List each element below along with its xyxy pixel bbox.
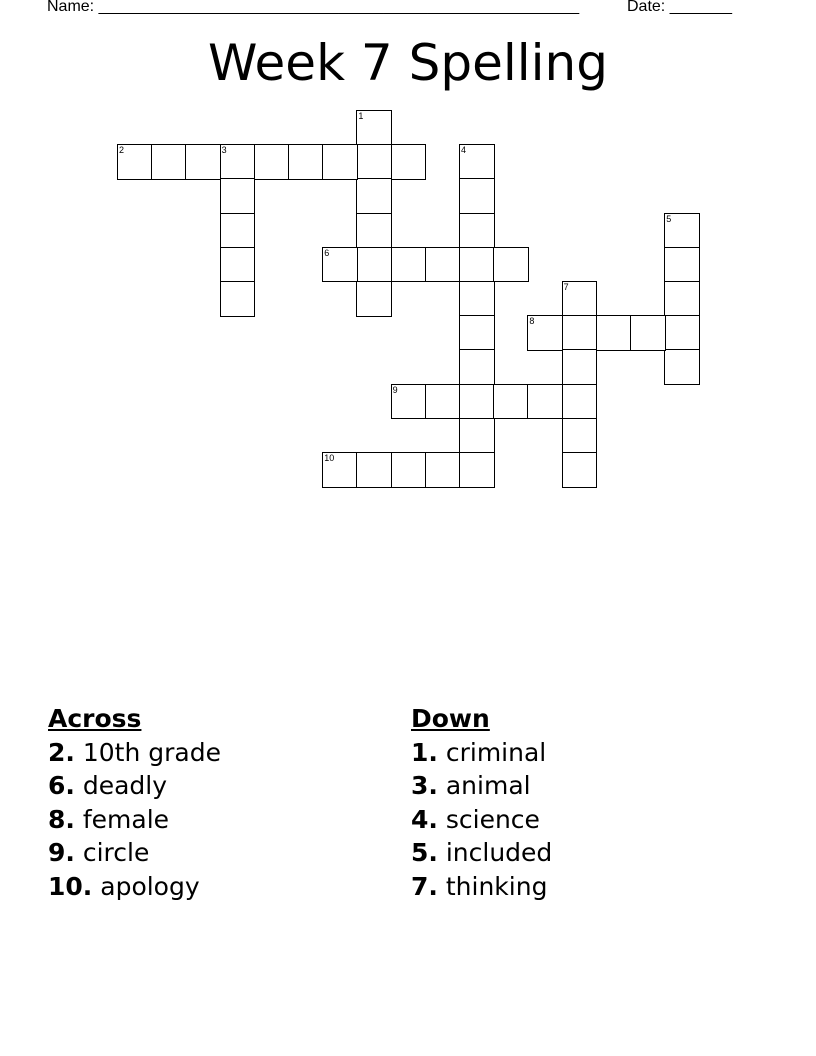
crossword-cell[interactable] [459, 281, 495, 317]
crossword-cell[interactable] [562, 315, 598, 351]
cell-number: 1 [358, 111, 364, 121]
crossword-cell[interactable] [664, 213, 700, 249]
clue-text: 10th grade [82, 737, 221, 767]
cell-number: 4 [461, 145, 467, 156]
clue-number: 10. [48, 871, 93, 901]
clue-number: 3. [411, 771, 438, 800]
crossword-cell[interactable] [459, 349, 495, 385]
crossword-cell[interactable] [220, 213, 256, 249]
crossword-cell[interactable] [220, 247, 256, 283]
cell-number: 3 [221, 145, 227, 156]
crossword-cell[interactable] [664, 281, 700, 317]
crossword-cell[interactable] [322, 247, 358, 283]
clue-item [48, 803, 221, 837]
crossword-cell[interactable] [356, 452, 392, 488]
clue-item [411, 803, 552, 837]
cell-number: 8 [529, 316, 535, 327]
clue-item [411, 836, 552, 870]
clue-item [48, 836, 221, 870]
crossword-cell[interactable] [220, 178, 256, 214]
clue-item [411, 870, 552, 904]
cell-number: 2 [119, 145, 125, 156]
clue-text: animal [445, 771, 531, 800]
crossword-cell[interactable] [356, 178, 392, 214]
cell-number: 9 [392, 384, 398, 395]
down-heading: Down [411, 704, 490, 733]
name-field[interactable]: Name: ______________________________________________________ [47, 0, 580, 15]
crossword-grid [0, 0, 816, 500]
clue-item [48, 736, 221, 770]
crossword-cell[interactable] [664, 315, 700, 351]
crossword-cell[interactable] [425, 247, 461, 283]
clue-text: included [445, 838, 553, 867]
cell-number: 7 [563, 282, 569, 292]
across-heading: Across [48, 704, 142, 733]
clue-text: criminal [445, 737, 547, 767]
clue-text: deadly [82, 771, 168, 800]
clue-item [411, 736, 552, 770]
crossword-cell[interactable] [356, 110, 392, 146]
date-field[interactable]: Date: _______ [627, 0, 732, 15]
crossword-cell[interactable] [322, 144, 358, 180]
crossword-cell[interactable] [185, 144, 221, 180]
crossword-cell[interactable] [630, 315, 666, 351]
clue-number: 1. [411, 737, 438, 767]
crossword-cell[interactable] [459, 418, 495, 454]
crossword-cell[interactable] [562, 384, 598, 420]
clue-text: female [82, 804, 170, 834]
crossword-cell[interactable] [151, 144, 187, 180]
clue-text: thinking [445, 871, 548, 901]
crossword-cell[interactable] [459, 452, 495, 488]
clue-number: 6. [48, 771, 75, 800]
crossword-cell[interactable] [459, 315, 495, 351]
crossword-cell[interactable] [493, 384, 529, 420]
crossword-cell[interactable] [527, 384, 563, 420]
clue-number: 2. [48, 737, 75, 767]
cell-number: 5 [666, 213, 672, 224]
crossword-cell[interactable] [356, 281, 392, 317]
clue-text: science [445, 804, 540, 834]
clue-number: 4. [411, 804, 438, 834]
clue-item [48, 870, 221, 904]
crossword-cell[interactable] [391, 384, 427, 420]
crossword-cell[interactable] [459, 213, 495, 249]
clue-number: 7. [411, 871, 438, 901]
crossword-cell[interactable] [391, 452, 427, 488]
crossword-cell[interactable] [356, 247, 392, 283]
clue-item [48, 769, 221, 803]
crossword-cell[interactable] [425, 452, 461, 488]
crossword-cell[interactable] [664, 247, 700, 283]
crossword-cell[interactable] [562, 349, 598, 385]
crossword-cell[interactable] [459, 144, 495, 180]
crossword-cell[interactable] [562, 418, 598, 454]
clue-text: apology [100, 871, 200, 901]
crossword-cell[interactable] [562, 281, 598, 317]
crossword-cell[interactable] [220, 144, 256, 180]
crossword-cell[interactable] [664, 349, 700, 385]
page-title: Week 7 Spelling [208, 34, 608, 92]
across-clues [48, 702, 221, 903]
cell-number: 10 [324, 453, 335, 463]
crossword-cell[interactable] [459, 384, 495, 420]
cell-number: 6 [324, 247, 330, 258]
crossword-cell[interactable] [356, 213, 392, 249]
clue-number: 9. [48, 838, 75, 867]
crossword-cell[interactable] [459, 247, 495, 283]
crossword-cell[interactable] [322, 452, 358, 488]
crossword-cell[interactable] [562, 452, 598, 488]
clue-item [411, 769, 552, 803]
crossword-cell[interactable] [220, 281, 256, 317]
clue-number: 8. [48, 804, 75, 834]
clue-number: 5. [411, 838, 438, 867]
down-clues [411, 702, 552, 903]
crossword-cell[interactable] [356, 144, 392, 180]
crossword-cell[interactable] [254, 144, 290, 180]
crossword-cell[interactable] [527, 315, 563, 351]
crossword-cell[interactable] [117, 144, 153, 180]
crossword-cell[interactable] [391, 247, 427, 283]
crossword-cell[interactable] [596, 315, 632, 351]
crossword-cell[interactable] [459, 178, 495, 214]
crossword-cell[interactable] [493, 247, 529, 283]
clue-text: circle [82, 838, 150, 867]
crossword-cell[interactable] [288, 144, 324, 180]
crossword-cell[interactable] [425, 384, 461, 420]
crossword-cell[interactable] [391, 144, 427, 180]
